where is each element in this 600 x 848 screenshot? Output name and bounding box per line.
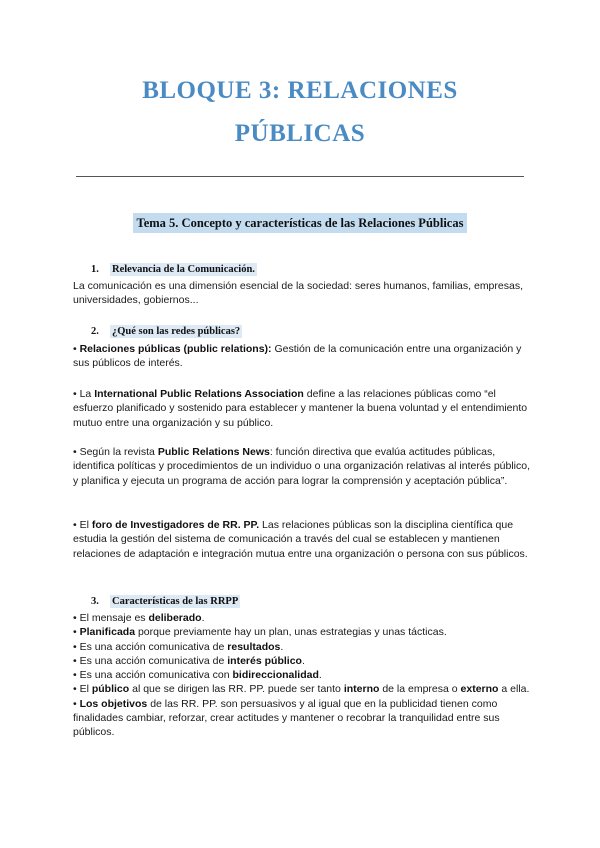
document-title-line-1: BLOQUE 3: RELACIONES	[142, 77, 458, 104]
section-2-heading	[91, 325, 242, 338]
definition-text: Gestión de la comunicación entre una organización y sus públicos de interés.	[73, 343, 522, 370]
list-item: • Planificada porque previamente hay un plan, unas estrategias y unas tácticas.	[73, 626, 447, 639]
definition-text: : función directiva que evalúa actitudes públicas, identifica políticas y procedimientos de un individuo o una organización relativas al interés público, y planifica y ejecuta un programa de acción para lograr la comprensión y aceptación pública”.	[73, 446, 531, 487]
relevancia-text: La comunicación es una dimensión esencial de la sociedad: seres humanos, familias, empresas, universidades, gobiernos...	[73, 280, 523, 307]
bullet-prefix: • La	[73, 388, 95, 400]
bold-term: International Public Relations Association	[94, 388, 304, 400]
definition-paragraph-3	[73, 445, 533, 488]
section-2-number: 2.	[91, 326, 99, 337]
list-item: • Es una acción comunicativa con bidireccionalidad.	[73, 669, 322, 682]
bullet-prefix: •	[73, 343, 80, 355]
list-item: • Es una acción comunicativa de interés público.	[73, 654, 305, 667]
definition-paragraph-2	[73, 387, 533, 430]
section-1-number: 1.	[91, 264, 99, 275]
bold-term: foro de Investigadores de RR. PP.	[91, 519, 260, 531]
bold-term: Public Relations News	[157, 446, 270, 458]
section-3-heading	[91, 595, 240, 608]
section-1-heading	[91, 263, 257, 276]
tema-heading-text: Tema 5. Concepto y características de las Relaciones Públicas	[133, 213, 468, 233]
section-3-title: Características de las RRPP	[112, 596, 239, 607]
definition-paragraph-1	[73, 342, 533, 371]
section-3-number: 3.	[91, 596, 99, 607]
list-item: • El público al que se dirigen las RR. PP. puede ser tanto interno de la empresa o externo a ella.	[73, 683, 530, 696]
characteristics-list	[73, 611, 533, 740]
list-item: • Es una acción comunicativa de resultados.	[73, 640, 284, 653]
definition-text: define a las relaciones públicas como “el esfuerzo planificado y sostenido para establecer y mantener la buena voluntad y el entendimiento mutuo entre una organización y su público.	[73, 388, 528, 429]
definition-paragraph-4	[73, 518, 533, 561]
list-item: • Los objetivos de las RR. PP. son persuasivos y al igual que en la publicidad tienen como finalidades cambiar, reforzar, crear actitudes y mantener o recobrar la tranquilidad entre sus públicos.	[73, 697, 500, 739]
section-1-title: Relevancia de la Comunicación.	[112, 264, 255, 275]
title-divider	[76, 176, 524, 177]
bullet-prefix: • El	[73, 519, 92, 531]
tema-heading	[0, 213, 600, 233]
list-item: • El mensaje es deliberado.	[73, 612, 205, 624]
section-1-paragraph	[73, 279, 533, 308]
definition-text: Las relaciones públicas son la disciplina científica que estudia la gestión del sistema de comunicación a través del cual se establecen y mantienen relaciones de adaptación e integración mutua entre una organización o persona con sus públicos.	[73, 519, 528, 560]
section-2-title: ¿Qué son las redes públicas?	[112, 326, 241, 337]
bold-term: Relaciones públicas (public relations):	[79, 343, 272, 355]
document-title-line-2: PÚBLICAS	[234, 120, 366, 147]
bullet-prefix: • Según la revista	[73, 446, 158, 458]
